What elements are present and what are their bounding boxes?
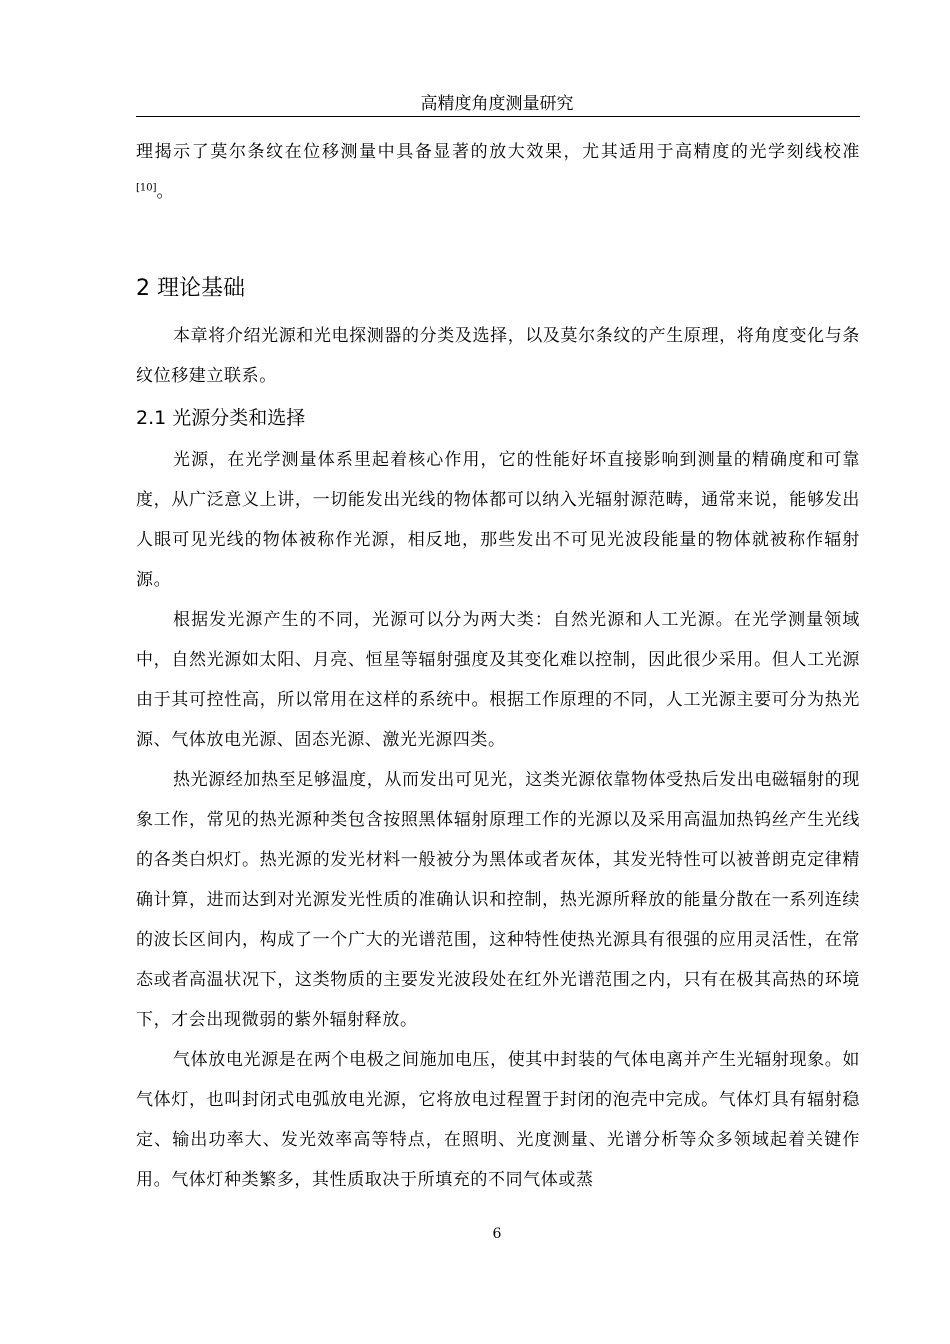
chapter-intro-paragraph: 本章将介绍光源和光电探测器的分类及选择，以及莫尔条纹的产生原理，将角度变化与条纹位移建立联系。 — [136, 326, 860, 386]
body-paragraph: 气体放电光源是在两个电极之间施加电压，使其中封装的气体电离并产生光辐射现象。如气体灯，也叫封闭式电弧放电光源，它将放电过程置于封闭的泡壳中完成。气体灯具有辐射稳定、输出功率大、发光效率高等特点，在照明、光度测量、光谱分析等众多领域起着关键作用。气体灯种类繁多，其性质取决于所填充的不同气体或蒸 — [136, 1050, 860, 1190]
continuation-paragraph — [136, 132, 860, 212]
citation-ref: [10] — [136, 182, 157, 194]
page-body — [136, 132, 860, 1200]
body-paragraph: 热光源经加热至足够温度，从而发出可见光，这类光源依靠物体受热后发出电磁辐射的现象工作，常见的热光源种类包含按照黑体辐射原理工作的光源以及采用高温加热钨丝产生光线的各类白炽灯。热光源的发光材料一般被分为黑体或者灰体，其发光特性可以被普朗克定律精确计算，进而达到对光源发光性质的准确认识和控制，热光源所释放的能量分散在一系列连续的波长区间内，构成了一个广大的光谱范围，这种特性使热光源具有很强的应用灵活性，在常态或者高温状况下，这类物质的主要发光波段处在红外光谱范围之内，只有在极其高热的环境下，才会出现微弱的紫外辐射释放。 — [136, 770, 860, 1030]
continuation-text: 理揭示了莫尔条纹在位移测量中具备显著的放大效果，尤其适用于高精度的光学刻线校准 — [136, 142, 860, 162]
chapter-heading: 2 理论基础 — [136, 276, 245, 301]
running-header: 高精度角度测量研究 — [420, 94, 574, 114]
body-paragraph: 根据发光源产生的不同，光源可以分为两大类：自然光源和人工光源。在光学测量领域中，自然光源如太阳、月亮、恒星等辐射强度及其变化难以控制，因此很少采用。但人工光源由于其可控性高，所以常用在这样的系统中。根据工作原理的不同，人工光源主要可分为热光源、气体放电光源、固态光源、激光光源四类。 — [136, 610, 860, 750]
continuation-end: 。 — [156, 182, 175, 202]
page-number: 6 — [492, 1226, 502, 1242]
body-paragraph: 光源，在光学测量体系里起着核心作用，它的性能好坏直接影响到测量的精确度和可靠度，从广泛意义上讲，一切能发出光线的物体都可以纳入光辐射源范畴，通常来说，能够发出人眼可见光线的物体被称作光源，相反地，那些发出不可见光波段能量的物体就被称作辐射源。 — [136, 450, 860, 590]
section-heading: 2.1 光源分类和选择 — [136, 407, 306, 429]
header-rule — [136, 116, 860, 117]
